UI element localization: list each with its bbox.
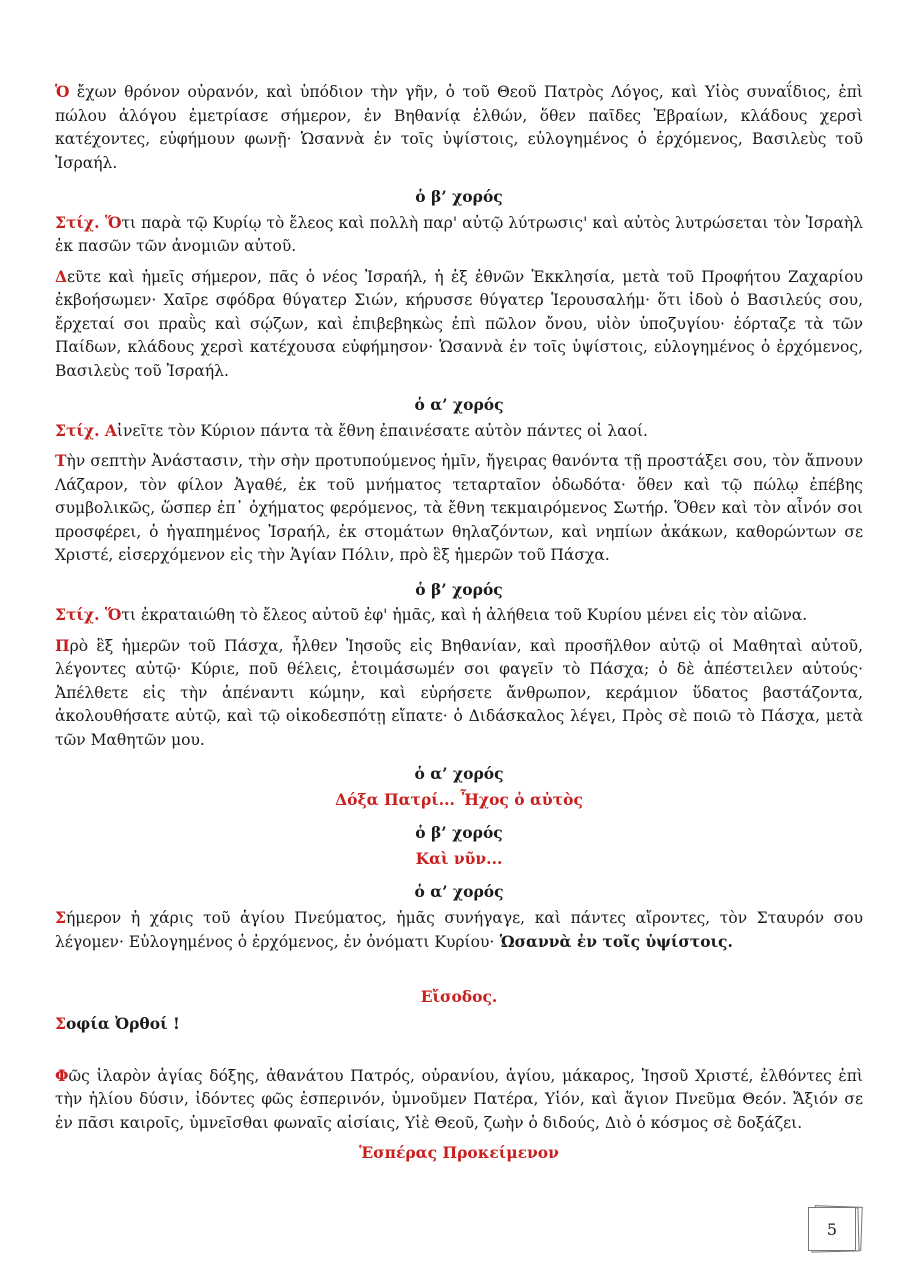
initial-letter: Ὅ xyxy=(99,605,122,624)
choir-heading: ὁ β’ χορός xyxy=(415,187,503,206)
hymn-paragraph xyxy=(55,634,863,753)
choir-heading: ὁ β’ χορός xyxy=(415,823,503,842)
initial-letter: Δ xyxy=(55,266,68,286)
hymn-paragraph xyxy=(55,265,863,384)
paragraph-text: τι παρὰ τῷ Κυρίῳ τὸ ἔλεος καὶ πολλὴ παρ' αὐτῷ λύτρωσις' καὶ αὐτὸς λυτρώσεται τὸν Ἰσραὴλ ἐκ πασῶν τῶν ἀνομιῶν αὐτοῦ. xyxy=(55,213,863,255)
choir-heading: ὁ α’ χορός xyxy=(414,764,504,783)
spacer xyxy=(55,961,863,983)
paragraph-text: ήμερον ἡ χάρις τοῦ ἁγίου Πνεύματος, ἡμᾶς συνήγαγε, καὶ πάντες αἴροντες, τὸν Σταυρόν σου λέγομεν· Εὐλογημένος ὁ ἐρχόμενος, ἐν ὀνόματι Κυρίου· xyxy=(55,908,863,951)
rubric-heading: Εἴσοδος. xyxy=(420,986,498,1006)
stich-label: Στίχ. xyxy=(55,212,100,232)
choir-heading: ὁ α’ χορός xyxy=(414,395,504,414)
paragraph-text: τι ἐκραταιώθη τὸ ἔλεος αὐτοῦ ἐφ' ἡμᾶς, καὶ ἡ ἀλήθεια τοῦ Κυρίου μένει εἰς τὸν αἰῶνα. xyxy=(121,606,808,624)
page-number: 5 xyxy=(808,1207,856,1251)
initial-letter: Σ xyxy=(55,1014,66,1033)
initial-letter: Τ xyxy=(55,451,67,470)
initial-letter: Σ xyxy=(55,907,66,927)
spacer xyxy=(55,1042,863,1064)
hymn-paragraph xyxy=(55,449,863,568)
rubric-heading: Καὶ νῦν... xyxy=(415,848,503,868)
initial-letter: Φ xyxy=(55,1065,69,1085)
paragraph-text: εῦτε καὶ ἡμεῖς σήμερον, πᾶς ὁ νέος Ἰσραήλ, ἡ ἐξ ἐθνῶν Ἐκκλησία, μετὰ τοῦ Προφήτου Ζαχαρίου ἐκβοήσωμεν· Χαῖρε σφόδρα θύγατερ Σιών, κήρυσσε θύγατερ Ἱερουσαλήμ· ὅτι ἰδοὺ ὁ Βασιλεύς σου, ἔρχεταί σοι πραῢς καὶ σῴζων, καὶ ἐπιβεβηκὼς ἐπὶ πῶλον ὄνου, υἱὸν ὑποζυγίου· ἑόρταζε τὰ τῶν Παίδων, κλάδους χερσὶ κατέχουσα εὐφήμησον· Ὡσαννὰ ἐν τοῖς ὑψίστοις, εὐλογημένος ὁ ἐρχόμενος, Βασιλεὺς τοῦ Ἰσραήλ. xyxy=(55,267,863,380)
rubric-heading: Ἑσπέρας Προκείμενον xyxy=(359,1143,559,1162)
document-page xyxy=(55,80,863,1169)
hymn-paragraph xyxy=(55,80,863,175)
initial-letter: Π xyxy=(55,635,70,655)
stich-label: Στίχ. xyxy=(55,605,100,624)
hymn-paragraph xyxy=(55,906,863,955)
paragraph-text: οφία Ὀρθοί ! xyxy=(65,1014,180,1033)
page-number-box xyxy=(808,1206,860,1250)
bold-acclamation: Ὡσαννὰ ἐν τοῖς ὑψίστοις. xyxy=(494,932,733,951)
initial-letter: Α xyxy=(99,420,117,440)
paragraph-text: ὴν σεπτὴν Ἀνάστασιν, τὴν σὴν προτυπούμενος ἡμῖν, ἤγειρας θανόντα τῇ προστάξει σου, τὸν ἄπνουν Λάζαρον, τὸν φίλον Ἀγαθέ, ἐκ τοῦ μνήματος τεταρταῖον ὀδωδότα· ὅθεν καὶ τῷ πώλῳ ἐπέβης συμβολικῶς, ὥσπερ ἐπ᾽ ὀχήματος φερόμενος, τὰ ἔθνη τεκμαιρόμενος Σωτήρ. Ὅθεν καὶ τὸν αἶνόν σοι προσφέρει, ὁ ἠγαπημένος Ἰσραήλ, ἐκ στομάτων θηλαζόντων, καὶ νηπίων ἀκάκων, καθορώντων σε Χριστέ, εἰσερχόμενον εἰς τὴν Ἁγίαν Πόλιν, πρὸ ἓξ ἡμερῶν τοῦ Πάσχα. xyxy=(55,452,863,564)
paragraph-text: ῶς ἱλαρὸν ἁγίας δόξης, ἀθανάτου Πατρός, οὐρανίου, ἁγίου, μάκαρος, Ἰησοῦ Χριστέ, ἐλθόντες ἐπὶ τὴν ἡλίου δύσιν, ἰδόντες φῶς ἑσπερινόν, ὑμνοῦμεν Πατέρα, Υἱόν, καὶ ἅγιον Πνεῦμα Θεόν. Ἄξιόν σε ἐν πᾶσι καιροῖς, ὑμνεῖσθαι φωναῖς αἰσίαις, Υἱὲ Θεοῦ, ζωὴν ὁ διδούς, Διὸ ὁ κόσμος σὲ δοξάζει. xyxy=(55,1066,863,1132)
verse-paragraph xyxy=(55,603,863,628)
hymn-paragraph xyxy=(55,1064,863,1136)
paragraph-text: ἰνεῖτε τὸν Κύριον πάντα τὰ ἔθνη ἐπαινέσατε αὐτὸν πάντες οἱ λαοί. xyxy=(116,421,648,440)
initial-letter: Ὅ xyxy=(99,212,122,232)
verse-paragraph xyxy=(55,211,863,259)
stich-label: Στίχ. xyxy=(55,420,100,440)
hymn-paragraph xyxy=(55,1012,863,1036)
paragraph-text: ρὸ ἓξ ἡμερῶν τοῦ Πάσχα, ἦλθεν Ἰησοῦς εἰς Βηθανίαν, καὶ προσῆλθον αὐτῷ οἱ Μαθηταὶ αὐτοῦ, λέγοντες αὐτῷ· Κύριε, ποῦ θέλεις, ἑτοιμάσωμέν σοι φαγεῖν τὸ Πάσχα; ὁ δὲ ἀπέστειλεν αὐτούς· Ἀπέλθετε εἰς τὴν ἀπέναντι κώμην, καὶ εὑρήσετε ἄνθρωπον, κεράμιον ὕδατος βαστάζοντα, ἀκολουθήσατε αὐτῷ, καὶ τῷ οἰκοδεσπότῃ εἴπατε· ὁ Διδάσκαλος λέγει, Πρὸς σὲ ποιῶ τὸ Πάσχα, μετὰ τῶν Μαθητῶν μου. xyxy=(55,636,863,749)
initial-letter: Ὁ xyxy=(55,82,70,101)
choir-heading: ὁ β’ χορός xyxy=(415,579,503,599)
paragraph-text: ἔχων θρόνον οὐρανόν, καὶ ὑπόδιον τὴν γῆν, ὁ τοῦ Θεοῦ Πατρὸς Λόγος, καὶ Υἱὸς συναΐδιος, ἐπὶ πώλου ἀλόγου ἐμετρίασε σήμερον, ἐν Βηθανίᾳ ἐλθών, ὅθεν παῖδες Ἑβραίων, κλάδους χερσὶ κατέχοντες, εὐφήμουν φωνῇ· Ὡσαννὰ ἐν τοῖς ὑψίστοις, εὐλογημένος ὁ ἐρχόμενος, Βασιλεὺς τοῦ Ἰσραήλ. xyxy=(55,83,863,172)
choir-heading: ὁ α’ χορός xyxy=(414,882,504,901)
verse-paragraph xyxy=(55,419,863,444)
rubric-heading: Δόξα Πατρί... Ἦχος ὁ αὐτὸς xyxy=(335,789,583,809)
